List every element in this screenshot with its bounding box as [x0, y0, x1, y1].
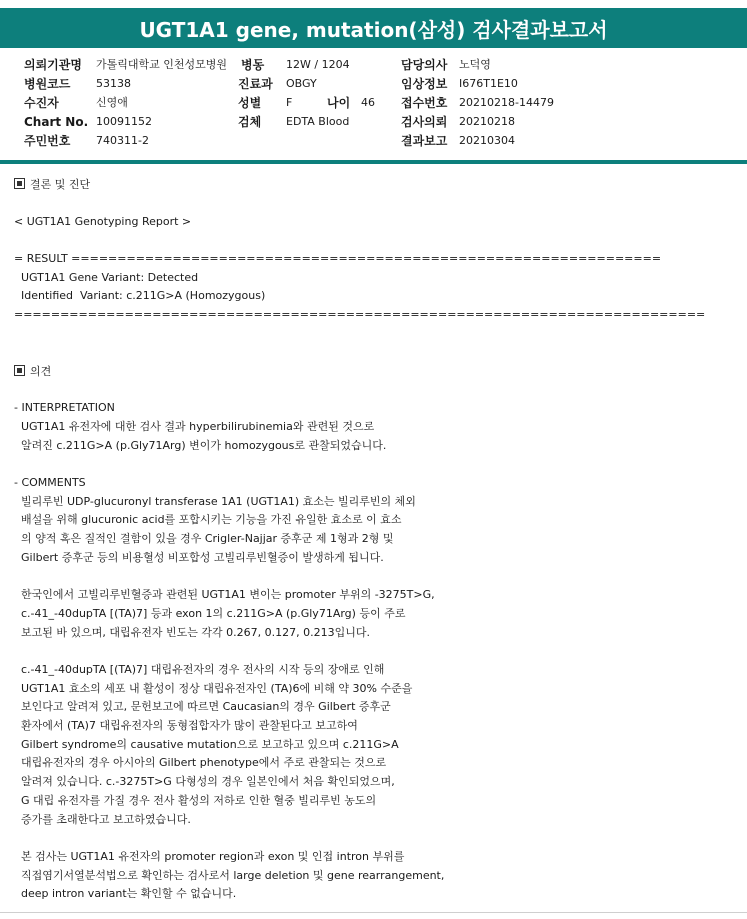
comment-line: c.-41_-40dupTA [(TA)7] 대립유전자의 경우 전사의 시작 등의 장애로 인해 [14, 663, 385, 676]
interpretation-line: UGT1A1 유전자에 대한 검사 결과 hyperbilirubinemia와 관련된 것으로 [14, 420, 375, 433]
report-date-value: 20210304 [459, 134, 515, 147]
section-heading-text: 결론 및 진단 [30, 178, 91, 191]
result-close-rule: =========================================================================== [14, 308, 706, 321]
section-heading-conclusion [14, 177, 90, 192]
comment-line: 대립유전자의 경우 아시아의 Gilbert phenotype에서 주로 관찰되는 것으로 [14, 756, 387, 769]
hospital-code-label: 병원코드 [24, 77, 71, 91]
comment-line: 환자에서 (TA)7 대립유전자의 동형접합자가 많이 관찰된다고 보고하여 [14, 719, 358, 732]
comment-line: 의 양적 혹은 질적인 결함이 있을 경우 Crigler-Najjar 증후군 제 1형과 2형 및 [14, 532, 394, 545]
comment-line: Gilbert syndrome의 causative mutation으로 보고하고 있으며 c.211G>A [14, 738, 399, 751]
header-divider [0, 160, 747, 164]
department-value: OBGY [286, 77, 317, 90]
page-bottom-edge [0, 912, 747, 913]
comments-heading: - COMMENTS [14, 476, 86, 489]
accession-value: 20210218-14479 [459, 96, 554, 109]
age-value: 46 [361, 96, 375, 109]
resident-no-value: 740311-2 [96, 134, 149, 147]
result-identified-variant: Identified Variant: c.211G>A (Homozygous) [14, 289, 266, 302]
result-open-rule: = RESULT ================================================================ [14, 252, 662, 265]
comment-line: 직접염기서열분석법으로 확인하는 검사로서 large deletion 및 gene rearrangement, [14, 869, 445, 882]
comment-line: 보인다고 알려져 있고, 문헌보고에 따르면 Caucasian의 경우 Gilbert 증후군 [14, 700, 391, 713]
interpretation-line: 알려진 c.211G>A (p.Gly71Arg) 변이가 homozygous로 관찰되었습니다. [14, 439, 387, 452]
clinical-info-label: 임상정보 [401, 77, 448, 91]
resident-no-label: 주민번호 [24, 134, 71, 148]
comment-line: 배설을 위해 glucuronic acid를 포합시키는 기능을 가진 유일한 효소로 이 효소 [14, 513, 402, 526]
ward-label: 병동 [241, 58, 265, 72]
section-heading-opinion [14, 364, 51, 379]
clinical-info-value: I676T1E10 [459, 77, 518, 90]
specimen-value: EDTA Blood [286, 115, 350, 128]
chart-no-label: Chart No. [24, 115, 89, 129]
patient-info [0, 52, 747, 148]
section-marker-icon [14, 365, 25, 376]
accession-label: 접수번호 [401, 96, 448, 110]
comment-line: Gilbert 증후군 등의 비용혈성 비포합성 고빌리루빈혈증이 발생하게 됩니다. [14, 551, 384, 564]
sex-value: F [286, 96, 293, 109]
comment-line: 보고된 바 있으며, 대립유전자 빈도는 각각 0.267, 0.127, 0.213입니다. [14, 626, 370, 639]
report-subtitle: < UGT1A1 Genotyping Report > [14, 215, 192, 228]
doctor-value: 노덕영 [459, 58, 491, 71]
interpretation-heading: - INTERPRETATION [14, 401, 115, 414]
hospital-code-value: 53138 [96, 77, 131, 90]
request-date-label: 검사의뢰 [401, 115, 448, 129]
comment-line: 증가를 초래한다고 보고하였습니다. [14, 813, 191, 826]
section-marker-icon [14, 178, 25, 189]
request-date-value: 20210218 [459, 115, 515, 128]
sex-label: 성별 [238, 96, 262, 110]
ward-value: 12W / 1204 [286, 58, 350, 71]
comment-line: c.-41_-40dupTA [(TA)7] 등과 exon 1의 c.211G>A (p.Gly71Arg) 등이 주로 [14, 607, 406, 620]
department-label: 진료과 [238, 77, 273, 91]
recipient-value: 신영애 [96, 96, 128, 109]
report-title: UGT1A1 gene, mutation(삼성) 검사결과보고서 [0, 8, 747, 48]
report-date-label: 결과보고 [401, 134, 448, 148]
institution-label: 의뢰기관명 [24, 58, 82, 72]
comment-line: UGT1A1 효소의 세포 내 활성이 정상 대립유전자인 (TA)6에 비해 약 30% 수준을 [14, 682, 413, 695]
section-heading-text: 의견 [30, 365, 52, 378]
comment-line: G 대립 유전자를 가질 경우 전사 활성의 저하로 인한 혈중 빌리루빈 농도의 [14, 794, 377, 807]
specimen-label: 검체 [238, 115, 262, 129]
age-label: 나이 [327, 96, 351, 110]
chart-no-value: 10091152 [96, 115, 152, 128]
recipient-label: 수진자 [24, 96, 59, 110]
comment-line: 알려져 있습니다. c.-3275T>G 다형성의 경우 일본인에서 처음 확인되었으며, [14, 775, 395, 788]
comment-line: 본 검사는 UGT1A1 유전자의 promoter region과 exon 및 인접 intron 부위를 [14, 850, 405, 863]
comment-line: deep intron variant는 확인할 수 없습니다. [14, 887, 237, 900]
comment-line: 한국인에서 고빌리루빈혈증과 관련된 UGT1A1 변이는 promoter 부위의 -3275T>G, [14, 588, 435, 601]
doctor-label: 담당의사 [401, 58, 448, 72]
result-gene-variant: UGT1A1 Gene Variant: Detected [14, 271, 199, 284]
institution-value: 가톨릭대학교 인천성모병원 [96, 58, 228, 71]
comment-line: 빌리루빈 UDP-glucuronyl transferase 1A1 (UGT1A1) 효소는 빌리루빈의 체외 [14, 495, 416, 508]
